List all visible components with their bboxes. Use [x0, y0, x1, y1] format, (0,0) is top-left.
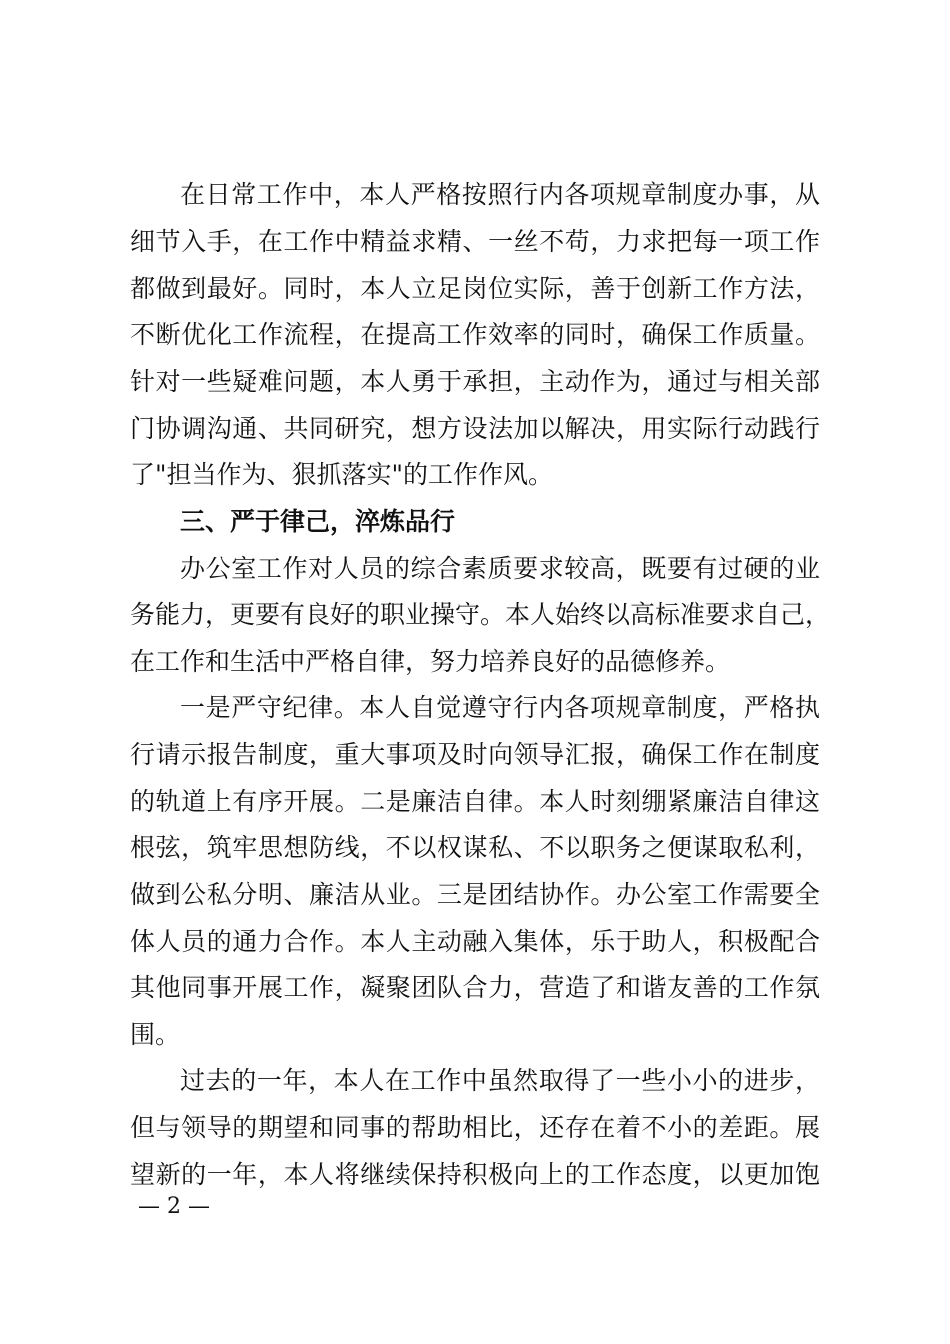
paragraph-1-line-5: 针对一些疑难问题，本人勇于承担，主动作为，通过与相关部 [130, 367, 820, 396]
paragraph-1-line-6: 门协调沟通、共同研究，想方设法加以解决，用实际行动践行 [130, 414, 820, 443]
paragraph-3-line-5: 做到公私分明、廉洁从业。三是团结协作。办公室工作需要全 [130, 880, 820, 909]
paragraph-1-line-7: 了"担当作为、狠抓落实"的工作作风。 [130, 460, 553, 489]
paragraph-1-line-1: 在日常工作中，本人严格按照行内各项规章制度办事，从 [180, 180, 820, 209]
paragraph-3-line-3: 的轨道上有序开展。二是廉洁自律。本人时刻绷紧廉洁自律这 [130, 787, 820, 816]
section-3-heading: 三、严于律己，淬炼品行 [180, 507, 456, 536]
paragraph-3-line-4: 根弦，筑牢思想防线，不以权谋私、不以职务之便谋取私利， [130, 833, 820, 862]
paragraph-3-line-2: 行请示报告制度，重大事项及时向领导汇报，确保工作在制度 [130, 740, 820, 769]
paragraph-4-line-2: 但与领导的期望和同事的帮助相比，还存在着不小的差距。展 [130, 1113, 820, 1142]
paragraph-3-line-6: 体人员的通力合作。本人主动融入集体，乐于助人，积极配合 [130, 927, 820, 956]
paragraph-3-line-7: 其他同事开展工作，凝聚团队合力，营造了和谐友善的工作氛 [130, 973, 820, 1002]
paragraph-1-line-4: 不断优化工作流程，在提高工作效率的同时，确保工作质量。 [130, 320, 820, 349]
paragraph-4-line-1: 过去的一年，本人在工作中虽然取得了一些小小的进步， [180, 1066, 820, 1095]
paragraph-2-line-2: 务能力，更要有良好的职业操守。本人始终以高标准要求自己， [130, 600, 831, 629]
paragraph-2-line-3: 在工作和生活中严格自律，努力培养良好的品德修养。 [130, 647, 731, 676]
paragraph-1-line-3: 都做到最好。同时，本人立足岗位实际，善于创新工作方法， [130, 274, 820, 303]
paragraph-2-line-1: 办公室工作对人员的综合素质要求较高，既要有过硬的业 [180, 554, 820, 583]
paragraph-3-line-1: 一是严守纪律。本人自觉遵守行内各项规章制度，严格执 [180, 693, 820, 722]
paragraph-1-line-2: 细节入手，在工作中精益求精、一丝不苟，力求把每一项工作 [130, 227, 820, 256]
page-number: — 2 — [138, 1194, 210, 1219]
paragraph-4-line-3: 望新的一年，本人将继续保持积极向上的工作态度，以更加饱 [130, 1160, 820, 1189]
paragraph-3-line-8: 围。 [130, 1020, 181, 1049]
